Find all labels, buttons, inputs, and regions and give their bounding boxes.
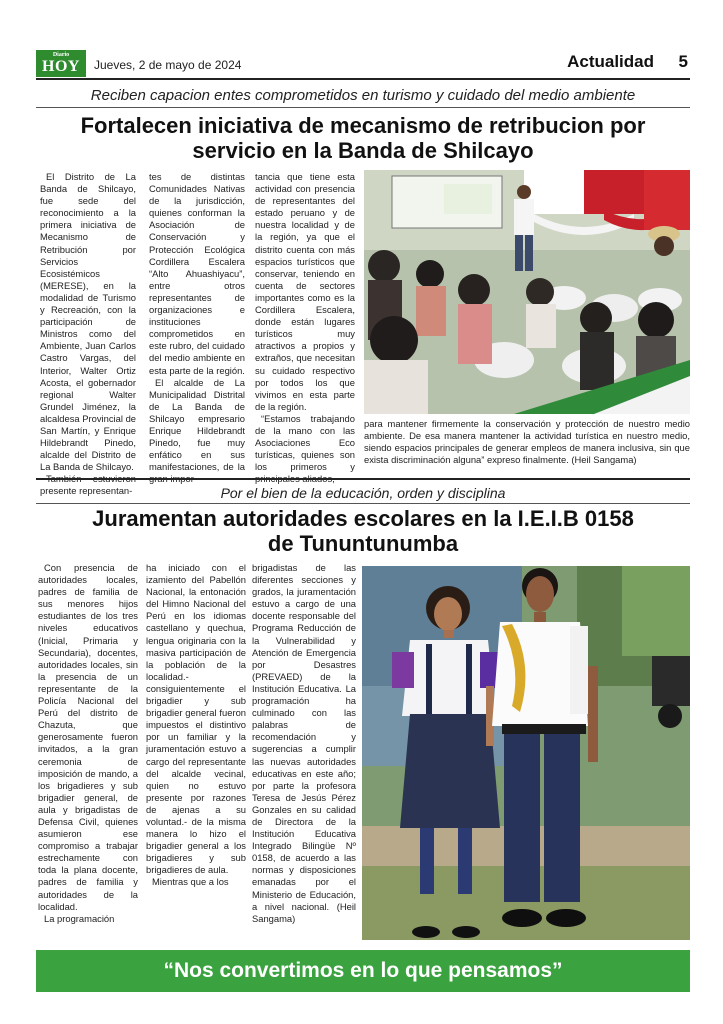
article2-photo-students	[362, 566, 690, 940]
article1-headline	[36, 113, 690, 163]
workshop-photo-illustration	[364, 170, 690, 414]
article1-col3-para: tancia que tiene esta actividad con presencia de representantes del estado peruano y de nuestra localidad y de la región, ya que el distrito cuenta con más espacios turísticos que conservar, teniendo en cuenta de sectores importantes como es la Cordillera Escalera, donde están lugares turísticos muy atractivos a propios y extraños, que necesitan su cuidado respectivo por todos los que vivimos en esta parte de la región.	[255, 171, 355, 412]
article1-kicker: Reciben capacion entes comprometidos en turismo y cuidado del medio ambiente	[90, 87, 636, 104]
page-number: 5	[678, 52, 688, 71]
article2-column-2	[146, 562, 246, 889]
logo-small-text: Diario	[52, 52, 70, 58]
article2-col1-para: Con presencia de autoridades locales, padres de familia de sus menores hijos estudiantes de los tres niveles educativos (Inicial, Primaria y Secundaria), docentes, autoridades locales, sin la presencia de un representante de la Policía Nacional del Perú del distrito de Chazuta, que generosamente fueron invitados, a la gran ceremonia de imposición de mando, a los brigadieres y sub brigadier general, de aula y brigadistas de Defensa Civil, quienes asumieron ese compromiso a trabajar estrechamente con toda la plana docente, padres de familia y autoridades de la localidad.	[38, 562, 138, 912]
article2-headline	[36, 506, 690, 556]
article1-photo-workshop	[364, 170, 690, 414]
logo-big-text: HOY	[42, 58, 80, 75]
article2-col3-para: brigadistas de las diferentes secciones y grados, la juramentación estuvo a cargo de una docente responsable del Programa Reducción de la Vulnerabilidad y Atención de Emergencia por Desastres (PREVAED) de la Institución Educativa. La programación ha culminado con las palabras de recomendación y sugerencias a cumplir las nuevas autoridades educativas en este año; por parte la profesora Teresa de Jesús Pérez Gonzales en su calidad de Directora de la Institución Educativa Integrado Bilingüe Nº 0158, de acuerdo a las normas y disposiciones emanadas por el Ministerio de Educación, a nivel nacional. (Heil Sangama)	[252, 562, 356, 924]
article1-col1-para: El Distrito de La Banda de Shilcayo, fue sede del reconocimiento a la primera iniciativa de Mecanismo de Retribución por Servicios Ecosistémicos (MERESE), en la modalidad de Turismo y Recreación, con la participación de Ministros como del Ambiente, Juan Carlos Castro Vargas, del Interior, Walter Ortiz Acosta, el gobernador regional Walter Grundel Jiménez, la alcaldesa Provincial de San Martín, y Enrique Hildebrandt Pinedo, alcalde del Distrito de La Banda de Shilcayo.	[40, 171, 136, 473]
article2-col2-para: ha iniciado con el izamiento del Pabellón Nacional, la entonación del Himno Nacional del Perú en los idiomas castellano y quechua, lengua originaria con la masiva participación de la población de la localidad.- consiguientemente el brigadier y sub brigadier general fueron impuestos el distintivo por un familiar y la juramentación estuvo a cargo del representante del alcalde vecinal, quien no estuvo presente por razones de ajenas a su voluntad.- de la misma manera lo hizo el brigadier general a los brigadieres y sub brigadieres de aula.	[146, 562, 246, 876]
article2-kicker-rule	[36, 503, 690, 504]
article1-column-1	[40, 171, 136, 498]
article-divider	[36, 478, 690, 480]
article1-col2-para: tes de distintas Comunidades Nativas de la jurisdicción, quienes conforman la Asociación de Conservación y Protección Ecológica Cordillera Escalera “Alto Ahuashiyacu”, entre otros representantes de organizaciones e instituciones comprometidos en este rubro, del cuidado del medio ambiente en esta parte de la región.	[149, 171, 245, 376]
article2-col1-para: La programación	[44, 912, 115, 924]
section-title: Actualidad	[567, 52, 654, 71]
footer-quote-banner: “Nos convertimos en lo que pensamos”	[36, 950, 690, 992]
article2-column-1	[38, 562, 138, 925]
article2-headline-line1: Juramentan autoridades escolares en la I.E.I.B 0158	[92, 506, 634, 531]
article1-kicker-rule	[36, 107, 690, 108]
article1-col1-para: presente representan-	[40, 485, 133, 497]
newspaper-logo	[36, 50, 86, 77]
article1-column-3	[255, 171, 355, 485]
article1-photo-caption: para mantener firmemente la conservación y protección de nuestro medio ambiente. De esa manera mantener la actividad turística en nuestro medio, siendo espacios principales de generar empleos de manera inclusiva, sin que exista discriminación alguna” expreso finalmente. (Heil Sangama)	[364, 418, 690, 466]
article2-kicker: Por el bien de la educación, orden y disciplina	[220, 485, 506, 501]
article1-column-2	[149, 171, 245, 485]
article1-headline-line2: servicio en la Banda de Shilcayo	[192, 138, 534, 163]
article2-headline-line2: de Tununtunumba	[267, 531, 459, 556]
article1-headline-line1: Fortalecen iniciativa de mecanismo de retribucion por	[80, 113, 646, 138]
issue-date: Jueves, 2 de mayo de 2024	[94, 58, 242, 72]
article1-col3-para: “Estamos trabajando de la mano con las Asociaciones Eco turísticas, quienes son los primeros y	[255, 412, 355, 473]
masthead	[36, 44, 690, 80]
students-photo-illustration	[362, 566, 690, 940]
article2-column-3	[252, 562, 356, 925]
article2-col2-para: Mientras que a los	[152, 876, 229, 888]
article1-col2-para: El alcalde de La Municipalidad Distrital de La Banda de Shilcayo empresario Enrique Hildebrandt Pinedo, fue muy enfático en sus manifestaciones, de la	[149, 376, 245, 473]
